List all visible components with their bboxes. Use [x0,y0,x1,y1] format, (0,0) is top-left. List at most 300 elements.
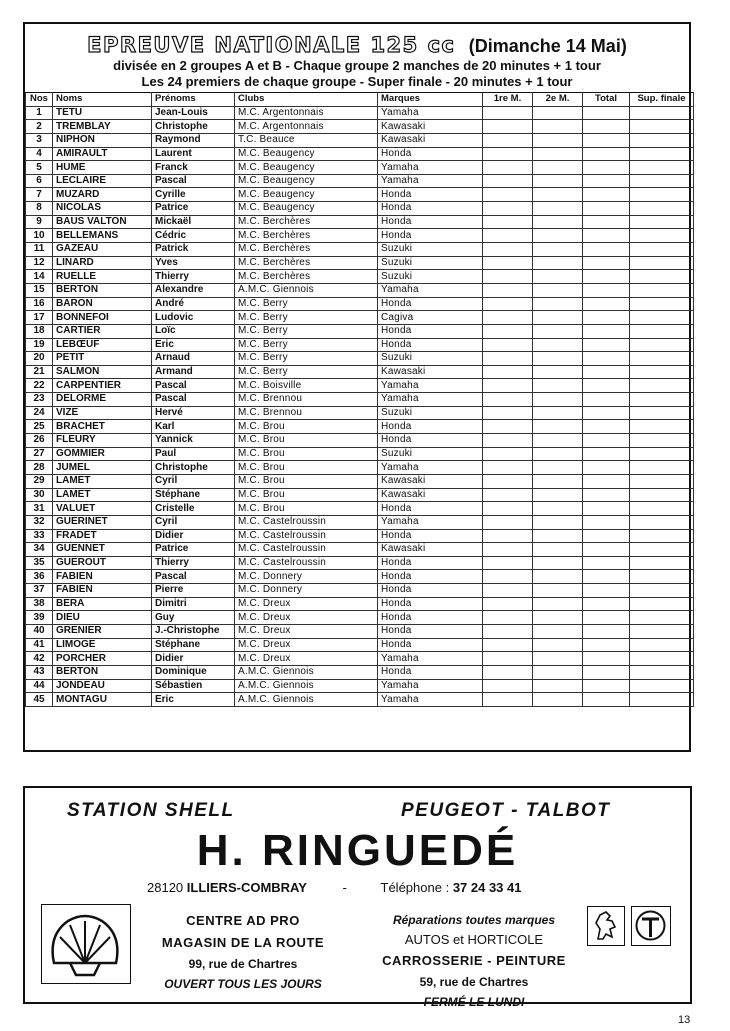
cell-club: M.C. Brou [235,447,378,461]
cell-number: 24 [26,406,53,420]
ad-town: ILLIERS-COMBRAY [186,880,307,895]
entry-header [25,24,689,92]
cell-number: 44 [26,679,53,693]
cell-brand: Kawasaki [378,120,483,134]
title-line [25,34,689,58]
cell-score-empty [630,638,694,652]
cell-score-empty [483,215,533,229]
cell-name: CARPENTIER [53,379,152,393]
cell-brand: Honda [378,188,483,202]
ad-right-line-5: FERMÉ LE LUNDI [423,995,525,1009]
cell-score-empty [630,611,694,625]
cell-score-empty [483,229,533,243]
cell-firstname: Patrick [152,243,235,257]
cell-number: 31 [26,502,53,516]
table-row [26,297,694,311]
cell-firstname: Alexandre [152,283,235,297]
table-row [26,406,694,420]
cell-name: DELORME [53,393,152,407]
table-row [26,188,694,202]
cell-score-empty [483,283,533,297]
cell-name: JUMEL [53,461,152,475]
cell-brand: Suzuki [378,243,483,257]
cell-club: A.M.C. Giennois [235,283,378,297]
cell-brand: Yamaha [378,393,483,407]
cell-score-empty [630,447,694,461]
cell-score-empty [583,365,630,379]
cell-brand: Honda [378,420,483,434]
cell-name: BERTON [53,665,152,679]
cell-score-empty [630,393,694,407]
cell-name: JONDEAU [53,679,152,693]
table-row [26,120,694,134]
cell-score-empty [630,584,694,598]
ad-business-name: H. RINGUEDÉ [196,826,519,875]
cell-firstname: Pascal [152,174,235,188]
cell-score-empty [630,515,694,529]
cell-brand: Kawasaki [378,543,483,557]
cell-club: M.C. Dreux [235,611,378,625]
cell-firstname: Patrice [152,543,235,557]
cell-name: SALMON [53,365,152,379]
cell-score-empty [583,324,630,338]
cell-score-empty [483,584,533,598]
table-row [26,379,694,393]
cell-score-empty [630,202,694,216]
cell-club: M.C. Berchères [235,215,378,229]
cell-brand: Honda [378,338,483,352]
cell-firstname: Loïc [152,324,235,338]
cell-score-empty [483,147,533,161]
cell-score-empty [630,270,694,284]
cell-firstname: Christophe [152,461,235,475]
cell-number: 42 [26,652,53,666]
ad-phone-label: Téléphone : [380,880,450,895]
page-number: 13 [678,1014,691,1026]
cell-score-empty [483,665,533,679]
cell-club: A.M.C. Giennois [235,679,378,693]
cell-score-empty [483,270,533,284]
table-row [26,584,694,598]
cell-club: M.C. Berry [235,338,378,352]
cell-score-empty [630,679,694,693]
cell-score-empty [533,665,583,679]
cell-name: TREMBLAY [53,120,152,134]
cell-score-empty [583,556,630,570]
cell-name: DIEU [53,611,152,625]
table-row [26,652,694,666]
cell-club: M.C. Donnery [235,584,378,598]
event-format-line-1: divisée en 2 groupes A et B - Chaque groupe 2 manches de 20 minutes + 1 tour [113,58,601,73]
talbot-logo-icon [631,906,671,946]
cell-brand: Yamaha [378,174,483,188]
cell-score-empty [483,624,533,638]
cell-score-empty [533,256,583,270]
cell-score-empty [630,120,694,134]
cell-club: M.C. Castelroussin [235,515,378,529]
cell-score-empty [583,188,630,202]
cell-number: 39 [26,611,53,625]
cell-club: M.C. Brou [235,461,378,475]
cell-score-empty [483,488,533,502]
cell-firstname: Thierry [152,270,235,284]
cell-firstname: Cyril [152,474,235,488]
cell-score-empty [483,543,533,557]
cell-name: BAUS VALTON [53,215,152,229]
cell-score-empty [583,256,630,270]
cell-firstname: Paul [152,447,235,461]
cell-score-empty [583,638,630,652]
cell-score-empty [630,215,694,229]
table-row [26,270,694,284]
table-row [26,461,694,475]
table-row [26,174,694,188]
cell-score-empty [533,243,583,257]
cell-number: 9 [26,215,53,229]
cell-score-empty [533,679,583,693]
cell-name: VALUET [53,502,152,516]
cell-firstname: Mickaël [152,215,235,229]
cell-score-empty [630,352,694,366]
cell-score-empty [630,256,694,270]
cell-score-empty [533,161,583,175]
cell-name: FRADET [53,529,152,543]
cell-club: M.C. Brou [235,502,378,516]
cell-score-empty [533,297,583,311]
cell-score-empty [483,406,533,420]
shell-logo-icon [41,904,131,984]
cell-brand: Suzuki [378,406,483,420]
cell-firstname: Laurent [152,147,235,161]
cell-score-empty [630,665,694,679]
cell-firstname: André [152,297,235,311]
cell-score-empty [483,324,533,338]
cell-brand: Yamaha [378,283,483,297]
cell-brand: Suzuki [378,256,483,270]
cell-score-empty [533,611,583,625]
cell-number: 20 [26,352,53,366]
cell-score-empty [483,120,533,134]
cell-club: M.C. Beaugency [235,202,378,216]
cell-club: M.C. Berchères [235,256,378,270]
cell-name: BONNEFOI [53,311,152,325]
cell-score-empty [630,543,694,557]
cell-score-empty [583,406,630,420]
cell-score-empty [583,611,630,625]
cell-brand: Honda [378,611,483,625]
table-row [26,338,694,352]
cell-score-empty [483,243,533,257]
cell-number: 28 [26,461,53,475]
cell-score-empty [583,529,630,543]
cell-firstname: Eric [152,338,235,352]
cell-club: M.C. Berry [235,352,378,366]
cell-brand: Honda [378,665,483,679]
cell-club: M.C. Berry [235,297,378,311]
cell-name: BERA [53,597,152,611]
table-row [26,161,694,175]
cell-brand: Honda [378,215,483,229]
cell-brand: Suzuki [378,270,483,284]
ad-right-line-3: CARROSSERIE - PEINTURE [382,953,566,968]
cell-number: 11 [26,243,53,257]
ad-right-line-4: 59, rue de Chartres [419,975,529,989]
cell-brand: Yamaha [378,679,483,693]
cell-name: MUZARD [53,188,152,202]
cell-score-empty [533,215,583,229]
cell-score-empty [630,106,694,120]
cell-score-empty [533,202,583,216]
cell-brand: Honda [378,570,483,584]
cell-number: 25 [26,420,53,434]
cell-name: GUEROUT [53,556,152,570]
cell-score-empty [583,174,630,188]
cell-score-empty [483,693,533,707]
cell-score-empty [583,297,630,311]
cell-club: M.C. Berchères [235,270,378,284]
cell-firstname: J.-Christophe [152,624,235,638]
cell-number: 41 [26,638,53,652]
cell-score-empty [483,188,533,202]
cell-club: M.C. Dreux [235,638,378,652]
cell-club: M.C. Argentonnais [235,106,378,120]
cell-score-empty [583,570,630,584]
cell-club: T.C. Beauce [235,133,378,147]
cell-firstname: Cyril [152,515,235,529]
advertisement [23,786,692,1009]
cell-score-empty [483,474,533,488]
cell-score-empty [630,379,694,393]
cell-score-empty [583,693,630,707]
cell-number: 6 [26,174,53,188]
cell-brand: Honda [378,324,483,338]
cell-score-empty [630,324,694,338]
cell-score-empty [483,365,533,379]
cell-club: M.C. Dreux [235,652,378,666]
table-row [26,529,694,543]
ad-left-column [135,910,351,994]
cell-name: PETIT [53,352,152,366]
ad-right-line-1: Réparations toutes marques [392,913,556,927]
cell-name: RUELLE [53,270,152,284]
cell-name: LAMET [53,488,152,502]
ad-separator: - [342,880,347,895]
cell-firstname: Didier [152,529,235,543]
cell-score-empty [630,420,694,434]
cell-score-empty [583,597,630,611]
cell-brand: Yamaha [378,461,483,475]
cell-score-empty [483,652,533,666]
cell-firstname: Didier [152,652,235,666]
cell-score-empty [630,652,694,666]
table-row [26,665,694,679]
cell-score-empty [630,229,694,243]
cell-score-empty [533,120,583,134]
table-row [26,515,694,529]
cell-firstname: Pascal [152,393,235,407]
cell-name: LEBŒUF [53,338,152,352]
cell-firstname: Ludovic [152,311,235,325]
cell-brand: Suzuki [378,352,483,366]
cell-club: M.C. Dreux [235,624,378,638]
col-header-super-final: Sup. finale [630,93,694,107]
cell-score-empty [583,502,630,516]
cell-score-empty [483,570,533,584]
cell-score-empty [630,297,694,311]
table-row [26,693,694,707]
table-row [26,324,694,338]
cell-firstname: Armand [152,365,235,379]
cell-firstname: Patrice [152,202,235,216]
cell-club: M.C. Boisville [235,379,378,393]
cell-number: 5 [26,161,53,175]
table-row [26,638,694,652]
ad-left-line-2: MAGASIN DE LA ROUTE [161,935,325,950]
cell-score-empty [583,474,630,488]
cell-score-empty [533,283,583,297]
cell-number: 26 [26,434,53,448]
cell-number: 35 [26,556,53,570]
cell-score-empty [583,215,630,229]
cell-score-empty [583,652,630,666]
cell-number: 14 [26,270,53,284]
cell-number: 4 [26,147,53,161]
cell-firstname: Eric [152,693,235,707]
cell-club: M.C. Beaugency [235,174,378,188]
cell-score-empty [583,106,630,120]
cell-firstname: Pascal [152,570,235,584]
cell-score-empty [533,133,583,147]
ad-left-line-4: OUVERT TOUS LES JOURS [164,977,322,991]
cell-score-empty [483,256,533,270]
cell-score-empty [583,447,630,461]
ad-address-line [147,880,522,895]
cell-brand: Yamaha [378,379,483,393]
cell-firstname: Pierre [152,584,235,598]
table-row [26,106,694,120]
ad-phone: 37 24 33 41 [452,880,522,895]
cell-score-empty [483,352,533,366]
cell-number: 19 [26,338,53,352]
cell-number: 30 [26,488,53,502]
cell-number: 38 [26,597,53,611]
cell-score-empty [630,338,694,352]
cell-score-empty [583,243,630,257]
cell-score-empty [533,584,583,598]
cell-score-empty [483,174,533,188]
cell-score-empty [583,229,630,243]
cell-firstname: Christophe [152,120,235,134]
cell-name: AMIRAULT [53,147,152,161]
cell-score-empty [630,365,694,379]
cell-score-empty [533,488,583,502]
cell-score-empty [533,529,583,543]
cell-number: 37 [26,584,53,598]
cell-score-empty [533,474,583,488]
cell-brand: Honda [378,229,483,243]
cell-firstname: Stéphane [152,488,235,502]
table-row [26,229,694,243]
cell-score-empty [630,461,694,475]
cell-club: A.M.C. Giennois [235,665,378,679]
cell-name: MONTAGU [53,693,152,707]
table-row [26,434,694,448]
cell-name: BRACHET [53,420,152,434]
cell-brand: Honda [378,297,483,311]
cell-score-empty [533,324,583,338]
cell-name: LAMET [53,474,152,488]
cell-number: 12 [26,256,53,270]
cell-club: M.C. Beaugency [235,147,378,161]
cell-score-empty [630,161,694,175]
table-row [26,679,694,693]
cell-score-empty [533,338,583,352]
cell-score-empty [533,652,583,666]
cell-name: FABIEN [53,570,152,584]
cell-number: 33 [26,529,53,543]
cell-club: M.C. Argentonnais [235,120,378,134]
cell-brand: Honda [378,147,483,161]
cell-score-empty [533,147,583,161]
cell-brand: Kawasaki [378,474,483,488]
table-row [26,283,694,297]
cell-score-empty [630,147,694,161]
cell-club: M.C. Donnery [235,570,378,584]
cell-club: M.C. Brou [235,420,378,434]
cell-brand: Honda [378,584,483,598]
cell-score-empty [533,311,583,325]
cell-name: GAZEAU [53,243,152,257]
cell-score-empty [533,461,583,475]
cell-score-empty [533,434,583,448]
cell-name: TETU [53,106,152,120]
cell-number: 22 [26,379,53,393]
ad-right-column [365,910,583,1012]
cell-club: M.C. Beaugency [235,188,378,202]
event-format-line-2: Les 24 premiers de chaque groupe - Super finale - 20 minutes + 1 tour [141,74,573,89]
cell-score-empty [630,188,694,202]
cell-score-empty [483,297,533,311]
cell-name: FABIEN [53,584,152,598]
cell-name: VIZE [53,406,152,420]
ad-right-line-2: AUTOS et HORTICOLE [404,932,544,947]
cell-score-empty [630,133,694,147]
cell-firstname: Jean-Louis [152,106,235,120]
cell-score-empty [583,270,630,284]
cell-club: M.C. Castelroussin [235,556,378,570]
cell-score-empty [483,338,533,352]
table-header-row [26,93,694,107]
cell-score-empty [533,393,583,407]
table-row [26,556,694,570]
cell-brand: Yamaha [378,161,483,175]
cell-brand: Honda [378,638,483,652]
cell-firstname: Yannick [152,434,235,448]
cell-club: M.C. Berry [235,365,378,379]
cell-number: 10 [26,229,53,243]
table-row [26,543,694,557]
cell-score-empty [483,502,533,516]
cell-brand: Honda [378,624,483,638]
cell-score-empty [533,420,583,434]
cell-name: BARON [53,297,152,311]
cell-score-empty [533,229,583,243]
cell-name: FLEURY [53,434,152,448]
cell-number: 36 [26,570,53,584]
cell-score-empty [630,556,694,570]
table-row [26,365,694,379]
col-header-total: Total [583,93,630,107]
